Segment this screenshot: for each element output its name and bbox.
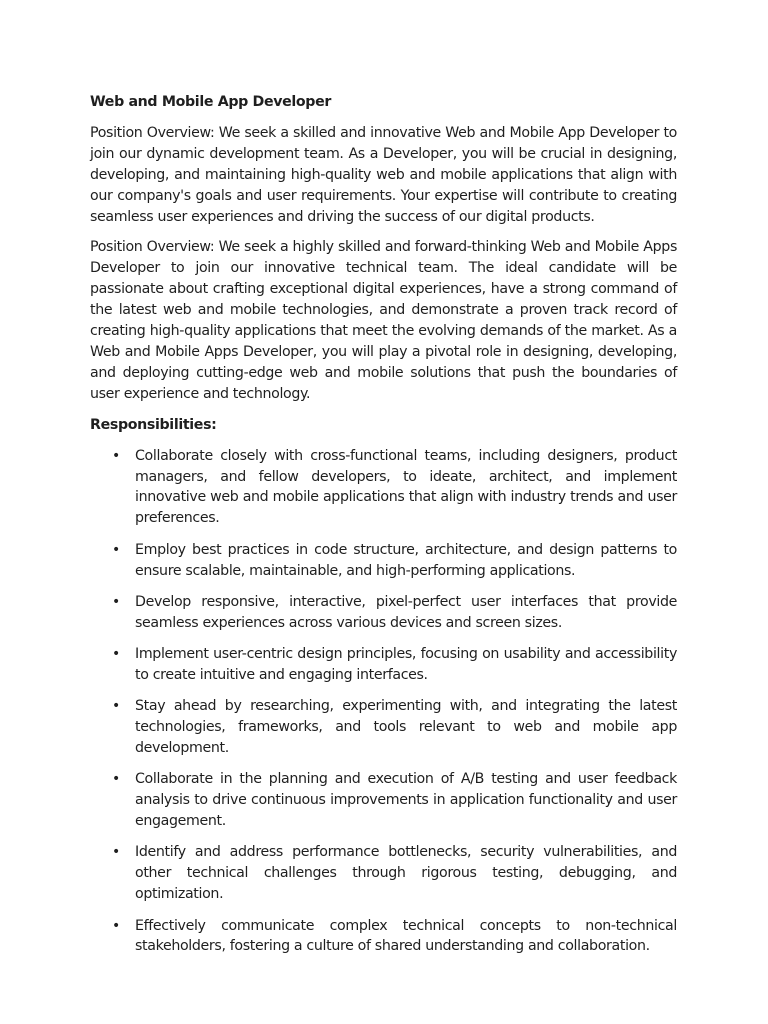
list-item — [90, 592, 677, 634]
bullet-icon: • — [112, 646, 120, 663]
bullet-icon: • — [112, 447, 120, 464]
bullet-icon: • — [112, 844, 120, 861]
bullet-icon: • — [112, 698, 120, 715]
list-item — [90, 769, 677, 832]
overview-paragraph-1: Position Overview: We seek a skilled and innovative Web and Mobile App Developer to join our dynamic development team. As a Developer, you will be crucial in designing, developing, and maintaining high-quality web and mobile applications that align with our company's goals and user requirements. Your expertise will contribute to creating seamless user experiences and driving the success of our digital products. — [90, 124, 677, 225]
list-item-text: Effectively communicate complex technical concepts to non-technical stakeholders, fostering a culture of shared understanding and collaboration. — [135, 917, 677, 955]
list-item-text: Collaborate in the planning and execution of A/B testing and user feedback analysis to drive continuous improvements in application functionality and user engagement. — [135, 771, 677, 830]
bullet-icon: • — [112, 541, 120, 558]
list-item — [90, 644, 677, 686]
list-item — [90, 696, 677, 759]
list-item — [90, 916, 677, 958]
document-page — [90, 92, 677, 968]
list-item-text: Develop responsive, interactive, pixel-perfect user interfaces that provide seamless experiences across various devices and screen sizes. — [135, 593, 677, 631]
responsibilities-heading: Responsibilities: — [90, 416, 217, 433]
list-item-text: Stay ahead by researching, experimenting with, and integrating the latest technologies, frameworks, and tools relevant to web and mobile app development. — [135, 698, 677, 757]
list-item-text: Collaborate closely with cross-functional teams, including designers, product managers, and fellow developers, to ideate, architect, and implement innovative web and mobile applications that align with industry trends and user preferences. — [135, 447, 677, 527]
list-item-text: Identify and address performance bottlenecks, security vulnerabilities, and other technical challenges through rigorous testing, debugging, and optimization. — [135, 844, 677, 903]
bullet-icon: • — [112, 771, 120, 788]
list-item — [90, 540, 677, 582]
responsibilities-list — [90, 446, 677, 958]
list-item-text: Employ best practices in code structure, architecture, and design patterns to ensure scalable, maintainable, and high-performing applications. — [135, 541, 677, 579]
bullet-icon: • — [112, 917, 120, 934]
document-title: Web and Mobile App Developer — [90, 94, 332, 110]
list-item — [90, 446, 677, 530]
bullet-icon: • — [112, 593, 120, 610]
list-item — [90, 842, 677, 905]
list-item-text: Implement user-centric design principles, focusing on usability and accessibility to create intuitive and engaging interfaces. — [135, 646, 677, 683]
overview-paragraph-2: Position Overview: We seek a highly skilled and forward-thinking Web and Mobile Apps Developer to join our innovative technical team. The ideal candidate will be passionate about crafting exceptional digital experiences, have a strong command of the latest web and mobile technologies, and demonstrate a proven track record of creating high-quality applications that meet the evolving demands of the market. As a Web and Mobile Apps Developer, you will play a pivotal role in designing, developing, and deploying cutting-edge web and mobile solutions that push the boundaries of user experience and technology. — [90, 239, 677, 402]
